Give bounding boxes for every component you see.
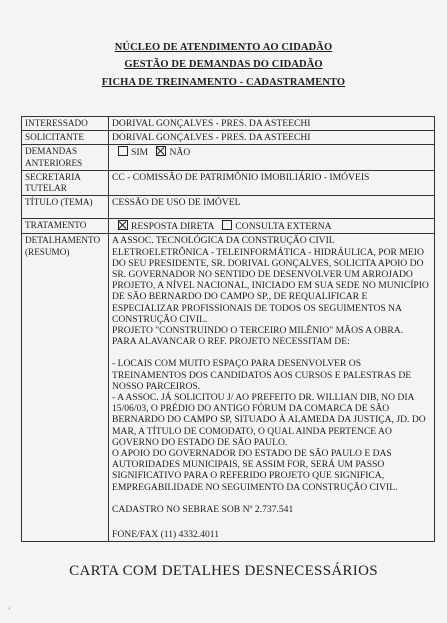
value-secretaria: CC - COMISSÃO DE PATRIMÔNIO IMOBILIÁRIO - IMÓVEIS [109, 170, 435, 195]
detail-paragraph: - A ASSOC. JÁ SOLICITOU J/ AO PREFEITO DR. WILLIAN DIB, NO DIA 15/06/03, O PRÉDIO DO ANTIGO FÓRUM DA COMARCA DE SÃO BERNARDO DO CAMPO SP, SITUADO À ALAMEDA DA JUSTIÇA, JD. DO MAR, A TÍTULO DE COMODATO, O QUAL AINDA PERTENCE AO GOVERNO DO ESTADO DE SÃO PAULO. [112, 392, 426, 448]
row-solicitante [22, 131, 435, 145]
detail-paragraph: FONE/FAX (11) 4332.4011 [112, 529, 220, 541]
label-secretaria: SECRETARIA TUTELAR [22, 170, 109, 195]
detail-paragraph: - LOCAIS COM MUITO ESPAÇO PARA DESENVOLVER OS TREINAMENTOS DOS CANDIDATOS AOS CURSOS E PALESTRAS DE NOSSO PARCEIROS. [112, 358, 412, 392]
label-titulo: TÍTULO (TEMA) [22, 196, 109, 219]
label-tratamento: TRATAMENTO [22, 219, 109, 234]
row-tratamento [22, 219, 435, 234]
option-nao-label: NÃO [169, 147, 191, 159]
option-resposta-label: RESPOSTA DIRETA [131, 221, 214, 233]
detail-paragraph: CADASTRO NO SEBRAE SOB Nº 2.737.541 [112, 503, 294, 515]
row-titulo [22, 196, 435, 219]
value-titulo: CESSÃO DE USO DE IMÓVEL [109, 196, 435, 219]
caption: CARTA COM DETALHES DESNECESSÁRIOS [69, 563, 378, 579]
header-line-3: FICHA DE TREINAMENTO - CADASTRAMENTO [101, 77, 346, 88]
detail-paragraph: A ASSOC. TECNOLÓGICA DA CONSTRUÇÃO CIVIL ELETROELETRÔNICA - TELEINFORMÁTICA - HIDRÁULICA, POR MEIO DO SEU PRESIDENTE, SR. DORIVAL GONÇALVES, SOLICITA APOIO DO SR. GOVERNADOR NO SENTIDO DE DESENVOLVER UM ARROJADO PROJETO, A NÍVEL NACIONAL, INICIADO EM SUA SEDE NO MUNICÍPIO DE SÃO BERNARDO DO CAMPO SP., DE REQUALIFICAR E ESPECIALIZAR PROFISSIONAIS DE TODOS OS SEGUIMENTOS NA CONSTRUÇÃO CIVIL. [112, 235, 429, 325]
header-line-1: NÚCLEO DE ATENDIMENTO AO CIDADÃO [114, 42, 333, 53]
detail-text [109, 234, 435, 542]
option-consulta-label: CONSULTA EXTERNA [235, 221, 332, 233]
header-line-2: GESTÃO DE DEMANDAS DO CIDADÃO [124, 59, 323, 70]
row-detalhamento [22, 234, 435, 542]
label-solicitante: SOLICITANTE [22, 131, 109, 145]
row-interessado [22, 117, 435, 131]
registration-form [21, 116, 435, 542]
checkbox-resposta-direta[interactable] [118, 220, 128, 230]
label-detalhamento: DETALHAMENTO [25, 235, 101, 246]
value-solicitante: DORIVAL GONÇALVES - PRES. DA ASTEECHI [109, 131, 435, 145]
detail-paragraph: PROJETO "CONSTRUINDO O TERCEIRO MILÊNIO" MÃOS A OBRA. [112, 325, 404, 337]
corner-mark: ’ [8, 606, 11, 615]
detail-paragraph: O APOIO DO GOVERNADOR DO ESTADO DE SÃO PAULO E DAS AUTORIDADES MUNICIPAIS, SE ASSIM FOR, SERÁ UM PASSO SIGNIFICATIVO PARA O REFERIDO PROJETO QUE SIGNIFICA, EMPREGABILIDADE NO SEGUIMENTO DA CONSTRUÇÃO CIVIL. [112, 448, 398, 493]
label-interessado: INTERESSADO [22, 117, 109, 131]
label-resumo: (RESUMO) [25, 246, 70, 257]
row-secretaria [22, 170, 435, 195]
checkbox-sim[interactable] [118, 146, 128, 156]
option-sim-label: SIM [131, 147, 149, 159]
value-interessado: DORIVAL GONÇALVES - PRES. DA ASTEECHI [109, 117, 435, 131]
label-demandas: DEMANDAS ANTERIORES [22, 145, 109, 170]
checkbox-consulta-externa[interactable] [222, 220, 232, 230]
detail-paragraph: PARA ALAVANCAR O REF. PROJETO NECESSITAM DE: [112, 336, 350, 348]
checkbox-nao[interactable] [156, 146, 166, 156]
row-demandas [22, 145, 435, 170]
